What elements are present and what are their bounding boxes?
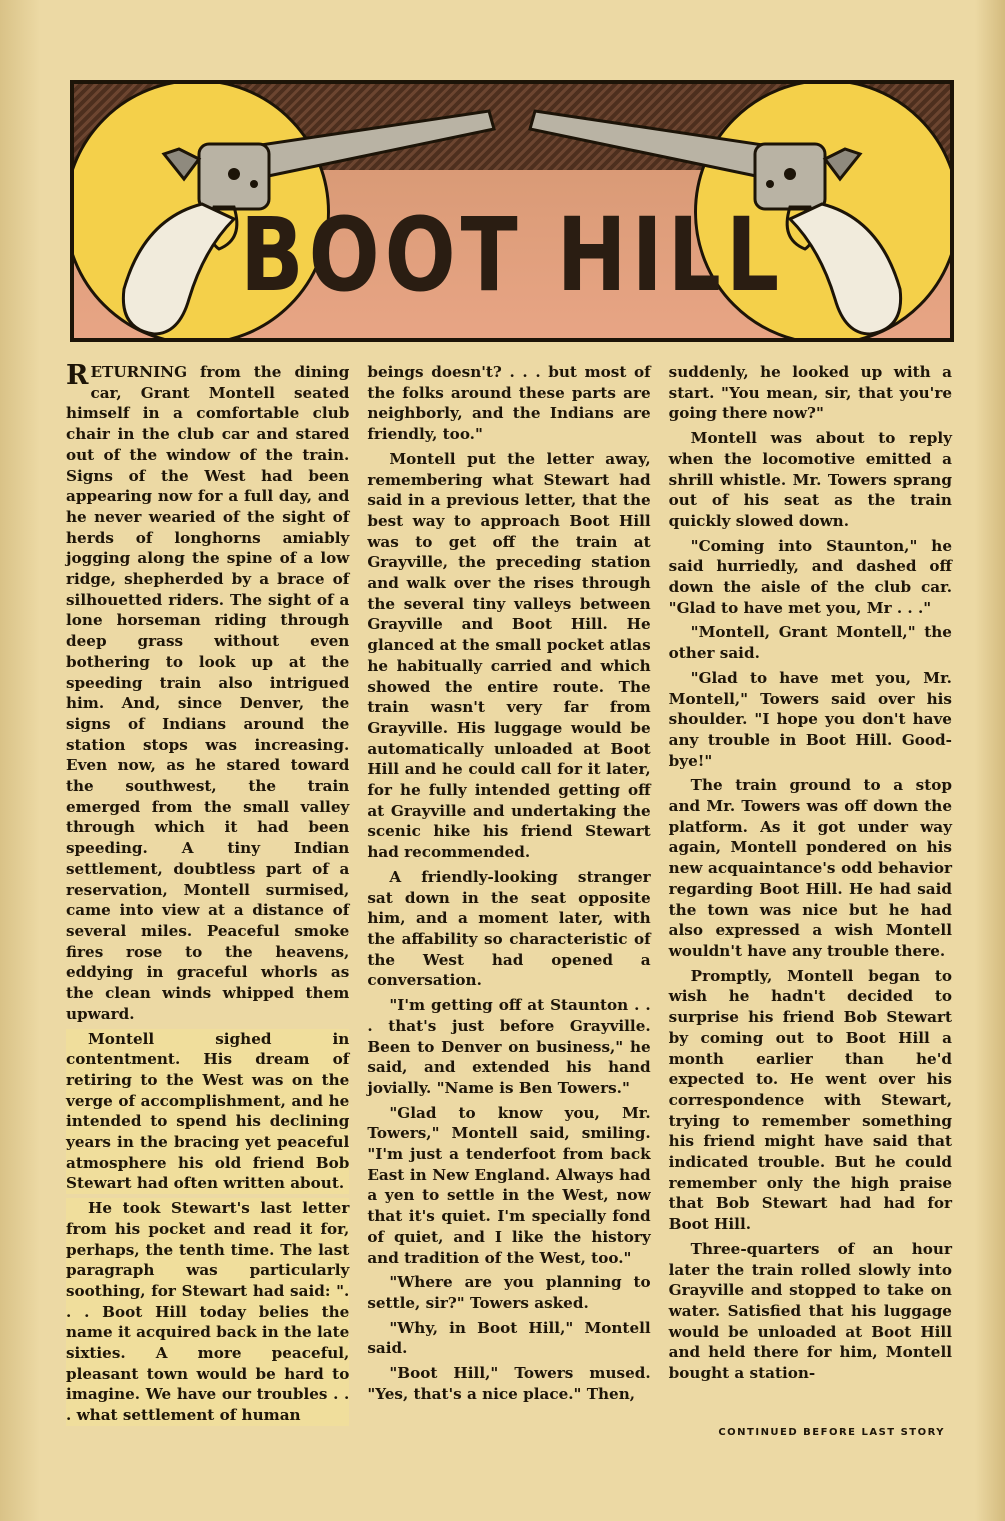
- paragraph: "Why, in Boot Hill," Montell said.: [367, 1318, 651, 1358]
- paragraph: "Montell, Grant Montell," the other said.: [668, 623, 952, 663]
- paragraph: "Glad to have met you, Mr. Montell," Towers said over his shoulder. "I hope you don't have any trouble in Boot Hill. Good-bye!": [668, 668, 952, 770]
- paragraph: beings doesn't? . . . but most of the folks around these parts are neighborly, and the Indians are friendly, too.": [367, 363, 651, 444]
- story-body: [66, 362, 952, 1437]
- paragraph: RETURNING from the dining car, Grant Montell seated himself in a comfortable club chair in the club car and stared out of the window of the train. Signs of the West had been appearing now for a full day, and he never wearied of the sight of herds of longhorns amiably jogging along the spine of a low ridge, shepherded by a brace of silhouetted riders. The sight of a lone horseman riding through deep grass without even bothering to look up at the speeding train also intrigued him. And, since Denver, the signs of Indians around the station stops was increasing. Even now, as he stared toward the southwest, the train emerged from the small valley through which it had been speeding. A tiny Indian settlement, doubtless part of a reservation, Montell surmised, came into view at a distance of several miles. Peaceful smoke fires rose to the heavens, eddying in graceful whorls as the clean winds whipped them upward.: [66, 360, 350, 1023]
- paragraph: "Coming into Staunton," he said hurriedly, and dashed off down the aisle of the club car. "Glad to have met you, Mr . . .": [668, 536, 952, 617]
- paragraph: "Glad to know you, Mr. Towers," Montell said, smiling. "I'm just a tenderfoot from back East in New England. Always had a yen to settle in the West, now that it's quiet. I'm specially fond of quiet, and I like the history and tradition of the West, too.": [367, 1103, 651, 1267]
- drop-cap: R: [66, 360, 89, 391]
- story-title: BOOT HILL: [239, 196, 785, 315]
- paragraph: Three-quarters of an hour later the train rolled slowly into Grayville and stopped to take on water. Satisfied that his luggage would be unloaded at Boot Hill and held there for him, Montell bought a station-: [668, 1239, 952, 1383]
- paragraph: "I'm getting off at Staunton . . . that's just before Grayville. Been to Denver on business," he said, and extended his hand jovially. "Name is Ben Towers.": [367, 996, 651, 1097]
- text-column-1: [66, 362, 349, 1437]
- page-edge: [0, 0, 40, 1521]
- paragraph: A friendly-looking stranger sat down in the seat opposite him, and a moment later, with the affability so characteristic of the West had opened a conversation.: [367, 867, 651, 990]
- paragraph: Montell put the letter away, remembering what Stewart had said in a previous letter, that the best way to approach Boot Hill was to get off the train at Grayville, the preceding station and walk over the rises through the several tiny valleys between Grayville and Boot Hill. He glanced at the small pocket atlas he habitually carried and which showed the entire route. The train wasn't very far from Grayville. His luggage would be automatically unloaded at Boot Hill and he could call for it later, for he fully intended getting off at Grayville and undertaking the scenic hike his friend Stewart had recommended.: [367, 449, 651, 862]
- paragraph: Montell sighed in contentment. His dream of retiring to the West was on the verge of accomplishment, and he intended to spend his declining years in the bracing yet peaceful atmosphere his old friend Bob Stewart had often written about.: [66, 1029, 350, 1193]
- paragraph: The train ground to a stop and Mr. Towers was off down the platform. As it got under way again, Montell pondered on his new acquaintance's odd behavior regarding Boot Hill. He had said the town was nice but he had also expressed a wish Montell wouldn't have any trouble there.: [668, 776, 952, 960]
- paragraph: suddenly, he looked up with a start. "You mean, sir, that you're going there now?": [668, 363, 952, 423]
- text-column-2: [367, 362, 650, 1437]
- page-edge: [975, 0, 1005, 1521]
- paragraph: "Where are you planning to settle, sir?" Towers asked.: [367, 1273, 651, 1312]
- paragraph: Montell was about to reply when the locomotive emitted a shrill whistle. Mr. Towers sprang out of his seat as the train quickly slowed down.: [668, 429, 952, 530]
- continued-note: CONTINUED BEFORE LAST STORY: [718, 1427, 945, 1438]
- title-banner: [70, 80, 954, 342]
- paragraph: Promptly, Montell began to wish he hadn't decided to surprise his friend Bob Stewart by coming out to Boot Hill a month earlier than he'd expected to. He went over his correspondence with Stewart, trying to remember something his friend might have said that indicated trouble. But he could remember only the high praise that Bob Stewart had had for Boot Hill.: [668, 966, 952, 1234]
- paragraph: He took Stewart's last letter from his pocket and read it for, perhaps, the tenth time. The last paragraph was particularly soothing, for Stewart had said: ". . . Boot Hill today belies the name it acquired back in the late sixties. A more peaceful, pleasant town would be hard to imagine. We have our troubles . . . what settlement of human: [66, 1199, 350, 1425]
- text-column-3: [669, 362, 952, 1437]
- paragraph: "Boot Hill," Towers mused. "Yes, that's a nice place." Then,: [367, 1364, 651, 1403]
